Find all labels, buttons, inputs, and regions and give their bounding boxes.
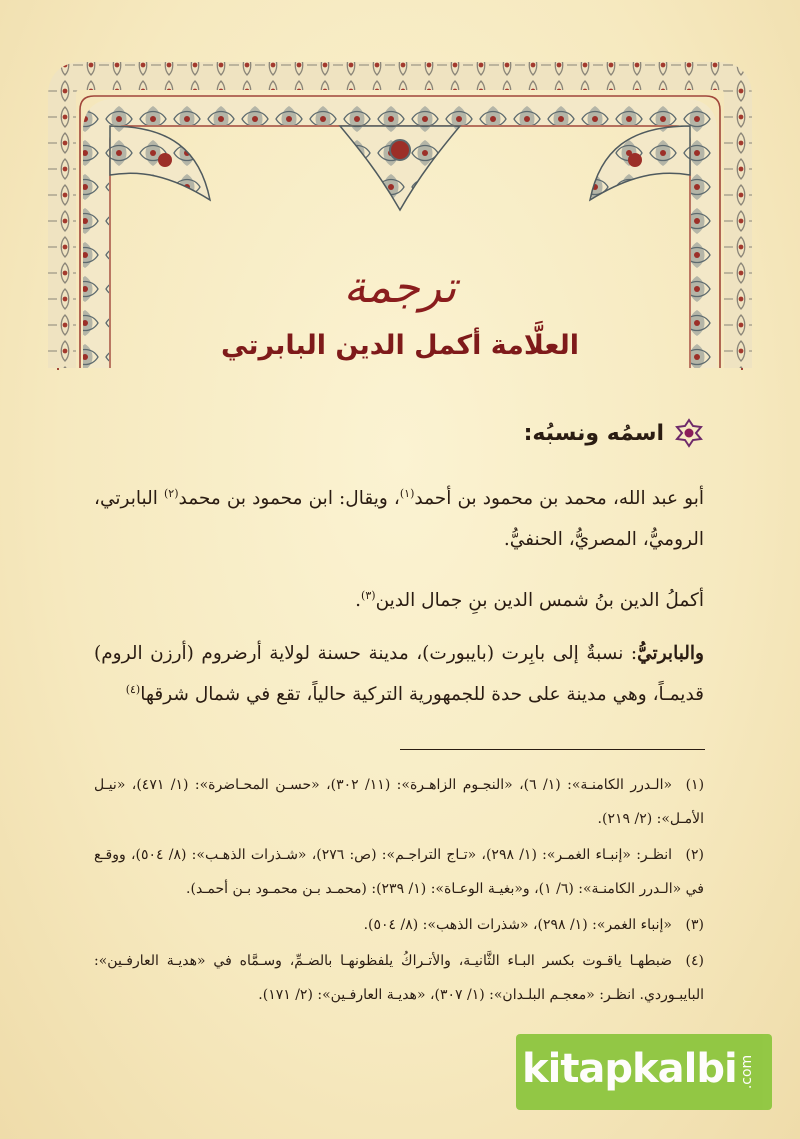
p3-text: : نسبةٌ إلى بابِرت (بايبورت)، مدينة حسنة لولاية أرضروم (أرزن الروم) قديمـاً، وهي مدينة على حدة للجمهورية التركية حالياً، تقع في شمال شرقها — [94, 643, 704, 705]
footnote-ref-1[interactable]: (١) — [399, 486, 415, 500]
section-heading — [524, 418, 704, 448]
footnote-number: (٢) — [685, 847, 705, 863]
p1-text-c: البابرتي، الروميُّ، المصريُّ، الحنفيُّ. — [94, 488, 704, 550]
footnote-divider — [400, 749, 705, 750]
footnote-text: «إنباء الغمر»: (١/ ٢٩٨)، «شذرات الذهب»: (٨/ ٥٠٤). — [363, 917, 672, 933]
footnote-1 — [94, 768, 704, 836]
ornamental-flower-icon — [674, 418, 704, 448]
footnote-text: انظـر: «إنبـاء الغمـر»: (١/ ٢٩٨)، «تـاج التراجـم»: (ص: ٢٧٦)، «شـذرات الذهـب»: (٨/ ٥٠٤)، ووقـع في «الـدرر الكامنـة»: (٦/ ١)، و«بغيـة الوعـاة»: (١/ ٢٣٩): (محمـد بـن محمـود بـن أحمـد). — [94, 847, 704, 897]
footnote-ref-4[interactable]: (٤) — [125, 682, 141, 696]
watermark-suffix: .com — [738, 1054, 755, 1090]
p1-text-a: أبو عبد الله، محمد بن محمود بن أحمد — [414, 488, 704, 509]
footnote-number: (١) — [685, 777, 705, 793]
p2-text-b: . — [355, 590, 362, 611]
footnote-ref-3[interactable]: (٣) — [361, 588, 376, 602]
paragraph-nisba — [94, 633, 704, 715]
footnote-4 — [94, 944, 704, 1012]
p2-text-a: أكملُ الدين بنُ شمس الدين بنِ جمال الدين — [375, 590, 704, 611]
footnote-number: (٣) — [685, 917, 704, 933]
ornamental-frame — [0, 0, 800, 380]
p3-bold-term: والبابرتيُّ — [637, 643, 704, 664]
footnote-text: «الـدرر الكامنـة»: (١/ ٦)، «النجـوم الزاهـرة»: (١١/ ٣٠٢)، «حسـن المحـاضرة»: (١/ ٤٧١)، «نيـل الأمـل»: (٢/ ٢١٩). — [94, 777, 704, 827]
footnote-ref-2[interactable]: (٢) — [163, 486, 179, 500]
watermark-text: kitapkalbi — [522, 1046, 737, 1092]
page-title: العلَّامة أكمل الدين البابرتي — [221, 330, 579, 361]
footnote-text: ضبطهـا ياقـوت بكسر البـاء الثَّانيـة، والأتـراكُ يلفظونهـا بالضـمِّ، وسـمَّاه في «هديـة العارفـين»: البايبـوردي. انظـر: «معجـم البلـدان»: (١/ ٣٠٧)، «هديـة العارفـين»: (٢/ ١٧١). — [94, 953, 704, 1003]
footnote-2 — [94, 838, 704, 906]
footnote-3 — [94, 908, 704, 942]
watermark-logo — [516, 1034, 772, 1110]
paragraph-name — [94, 478, 704, 560]
footnote-number: (٤) — [685, 953, 704, 969]
footnotes — [94, 768, 704, 1014]
paragraph-title — [94, 580, 704, 621]
section-title: اسمُه ونسبُه: — [523, 420, 664, 446]
p1-text-b: ، ويقال: ابن محمود بن محمد — [178, 488, 400, 509]
heading-word: ترجمة — [343, 262, 457, 313]
